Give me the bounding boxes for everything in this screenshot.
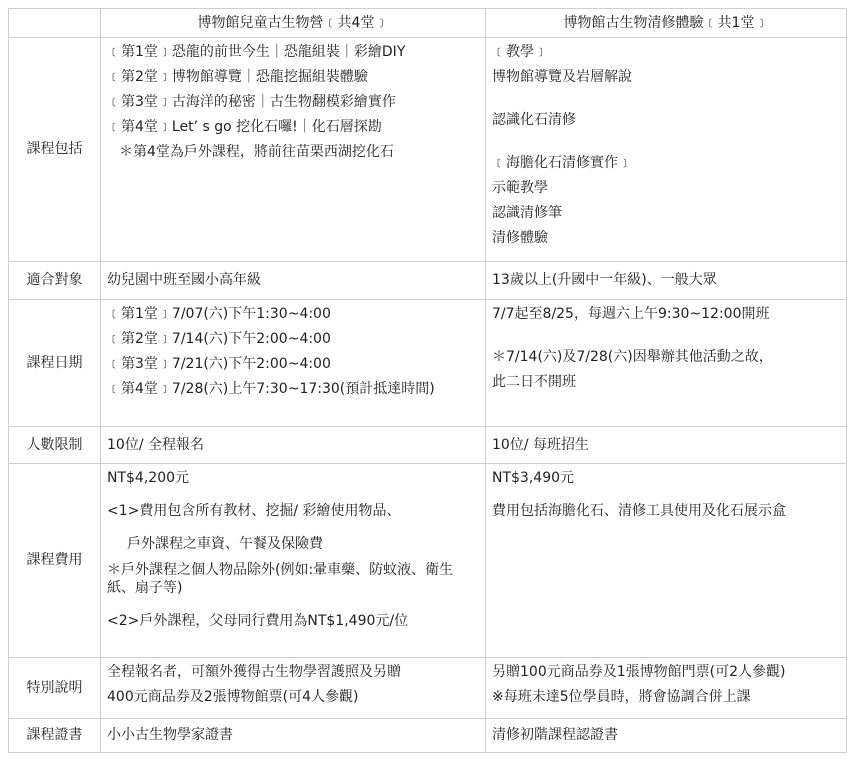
header-camp: 博物館兒童古生物營﹝共4堂﹞: [101, 9, 486, 38]
camp-session-3: ﹝第3堂﹞古海洋的秘密｜古生物翻模彩繪實作: [107, 94, 396, 110]
certificate-row: [9, 719, 847, 753]
dates-clean: [486, 300, 847, 427]
camp-price: NT$4,200元: [107, 470, 190, 486]
clean-practice-2: 認識清修筆: [492, 205, 562, 221]
clean-fee-1: 費用包括海膽化石、清修工具使用及化石展示盒: [492, 503, 786, 519]
clean-note-2: ※每班未達5位學員時，將會協調合併上課: [492, 689, 751, 705]
fee-clean: [486, 464, 847, 658]
audience-clean: 13歲以上(升國中一年級)、一般大眾: [486, 262, 847, 300]
capacity-camp: 10位/ 全程報名: [101, 427, 486, 464]
camp-fee-2: 戶外課程之車資、午餐及保險費: [127, 536, 323, 552]
camp-fee-3: ＊戶外課程之個人物品除外(例如:暈車藥、防蚊液、衛生紙、扇子等): [107, 562, 454, 596]
camp-fee-1: <1>費用包含所有教材、挖掘/ 彩繪使用物品、: [107, 503, 401, 519]
notes-camp: [101, 658, 486, 719]
capacity-label: 人數限制: [9, 427, 101, 464]
dates-row: [9, 300, 847, 427]
camp-session-4: ﹝第4堂﹞Let’ s go 挖化石囉!｜化石層探勘: [107, 119, 382, 135]
date-session-2: ﹝第2堂﹞7/14(六)下午2:00~4:00: [107, 331, 331, 347]
fee-label: 課程費用: [9, 464, 101, 658]
clean-exception-cont: 此二日不開班: [492, 374, 576, 390]
clean-teach-title: ﹝教學﹞: [492, 44, 548, 60]
dates-camp: [101, 300, 486, 427]
course-table: [8, 8, 847, 753]
audience-label: 適合對象: [9, 262, 101, 300]
clean-teach-2: 認識化石清修: [492, 112, 576, 128]
certificate-label: 課程證書: [9, 719, 101, 753]
dates-label: 課程日期: [9, 300, 101, 427]
capacity-clean: 10位/ 每班招生: [486, 427, 847, 464]
notes-clean: [486, 658, 847, 719]
header-clean: 博物館古生物清修體驗﹝共1堂﹞: [486, 9, 847, 38]
notes-label: 特別說明: [9, 658, 101, 719]
clean-schedule: 7/7起至8/25，每週六上午9:30~12:00開班: [492, 306, 770, 322]
camp-fee-4: <2>戶外課程，父母同行費用為NT$1,490元/位: [107, 613, 409, 629]
header-row: [9, 9, 847, 38]
clean-practice-title: ﹝海膽化石清修實作﹞: [492, 155, 632, 171]
content-row: [9, 38, 847, 262]
audience-camp: 幼兒園中班至國小高年級: [101, 262, 486, 300]
clean-practice-1: 示範教學: [492, 180, 548, 196]
fee-row: [9, 464, 847, 658]
camp-outdoor-note: ＊第4堂為戶外課程，將前往苗栗西湖挖化石: [119, 144, 394, 160]
clean-teach-1: 博物館導覽及岩層解說: [492, 69, 632, 85]
content-clean: [486, 38, 847, 262]
date-session-1: ﹝第1堂﹞7/07(六)下午1:30~4:00: [107, 306, 331, 322]
date-session-3: ﹝第3堂﹞7/21(六)下午2:00~4:00: [107, 356, 331, 372]
content-label: 課程包括: [9, 38, 101, 262]
camp-note-1: 全程報名者，可額外獲得古生物學習護照及另贈: [107, 664, 401, 680]
clean-note-1: 另贈100元商品券及1張博物館門票(可2人參觀): [492, 664, 786, 680]
capacity-row: [9, 427, 847, 464]
date-session-4: ﹝第4堂﹞7/28(六)上午7:30~17:30(預計抵達時間): [107, 381, 435, 397]
audience-row: [9, 262, 847, 300]
fee-camp: [101, 464, 486, 658]
clean-exception: ＊7/14(六)及7/28(六)因舉辦其他活動之故，: [492, 349, 773, 365]
clean-practice-3: 清修體驗: [492, 230, 548, 246]
camp-note-2: 400元商品券及2張博物館票(可4人參觀): [107, 689, 359, 705]
camp-session-1: ﹝第1堂﹞恐龍的前世今生｜恐龍組裝｜彩繪DIY: [107, 44, 406, 60]
clean-price: NT$3,490元: [492, 470, 575, 486]
certificate-clean: 清修初階課程認證書: [486, 719, 847, 753]
certificate-camp: 小小古生物學家證書: [101, 719, 486, 753]
camp-session-2: ﹝第2堂﹞博物館導覽｜恐龍挖掘組裝體驗: [107, 69, 368, 85]
content-camp: [101, 38, 486, 262]
notes-row: [9, 658, 847, 719]
header-blank: [9, 9, 101, 38]
